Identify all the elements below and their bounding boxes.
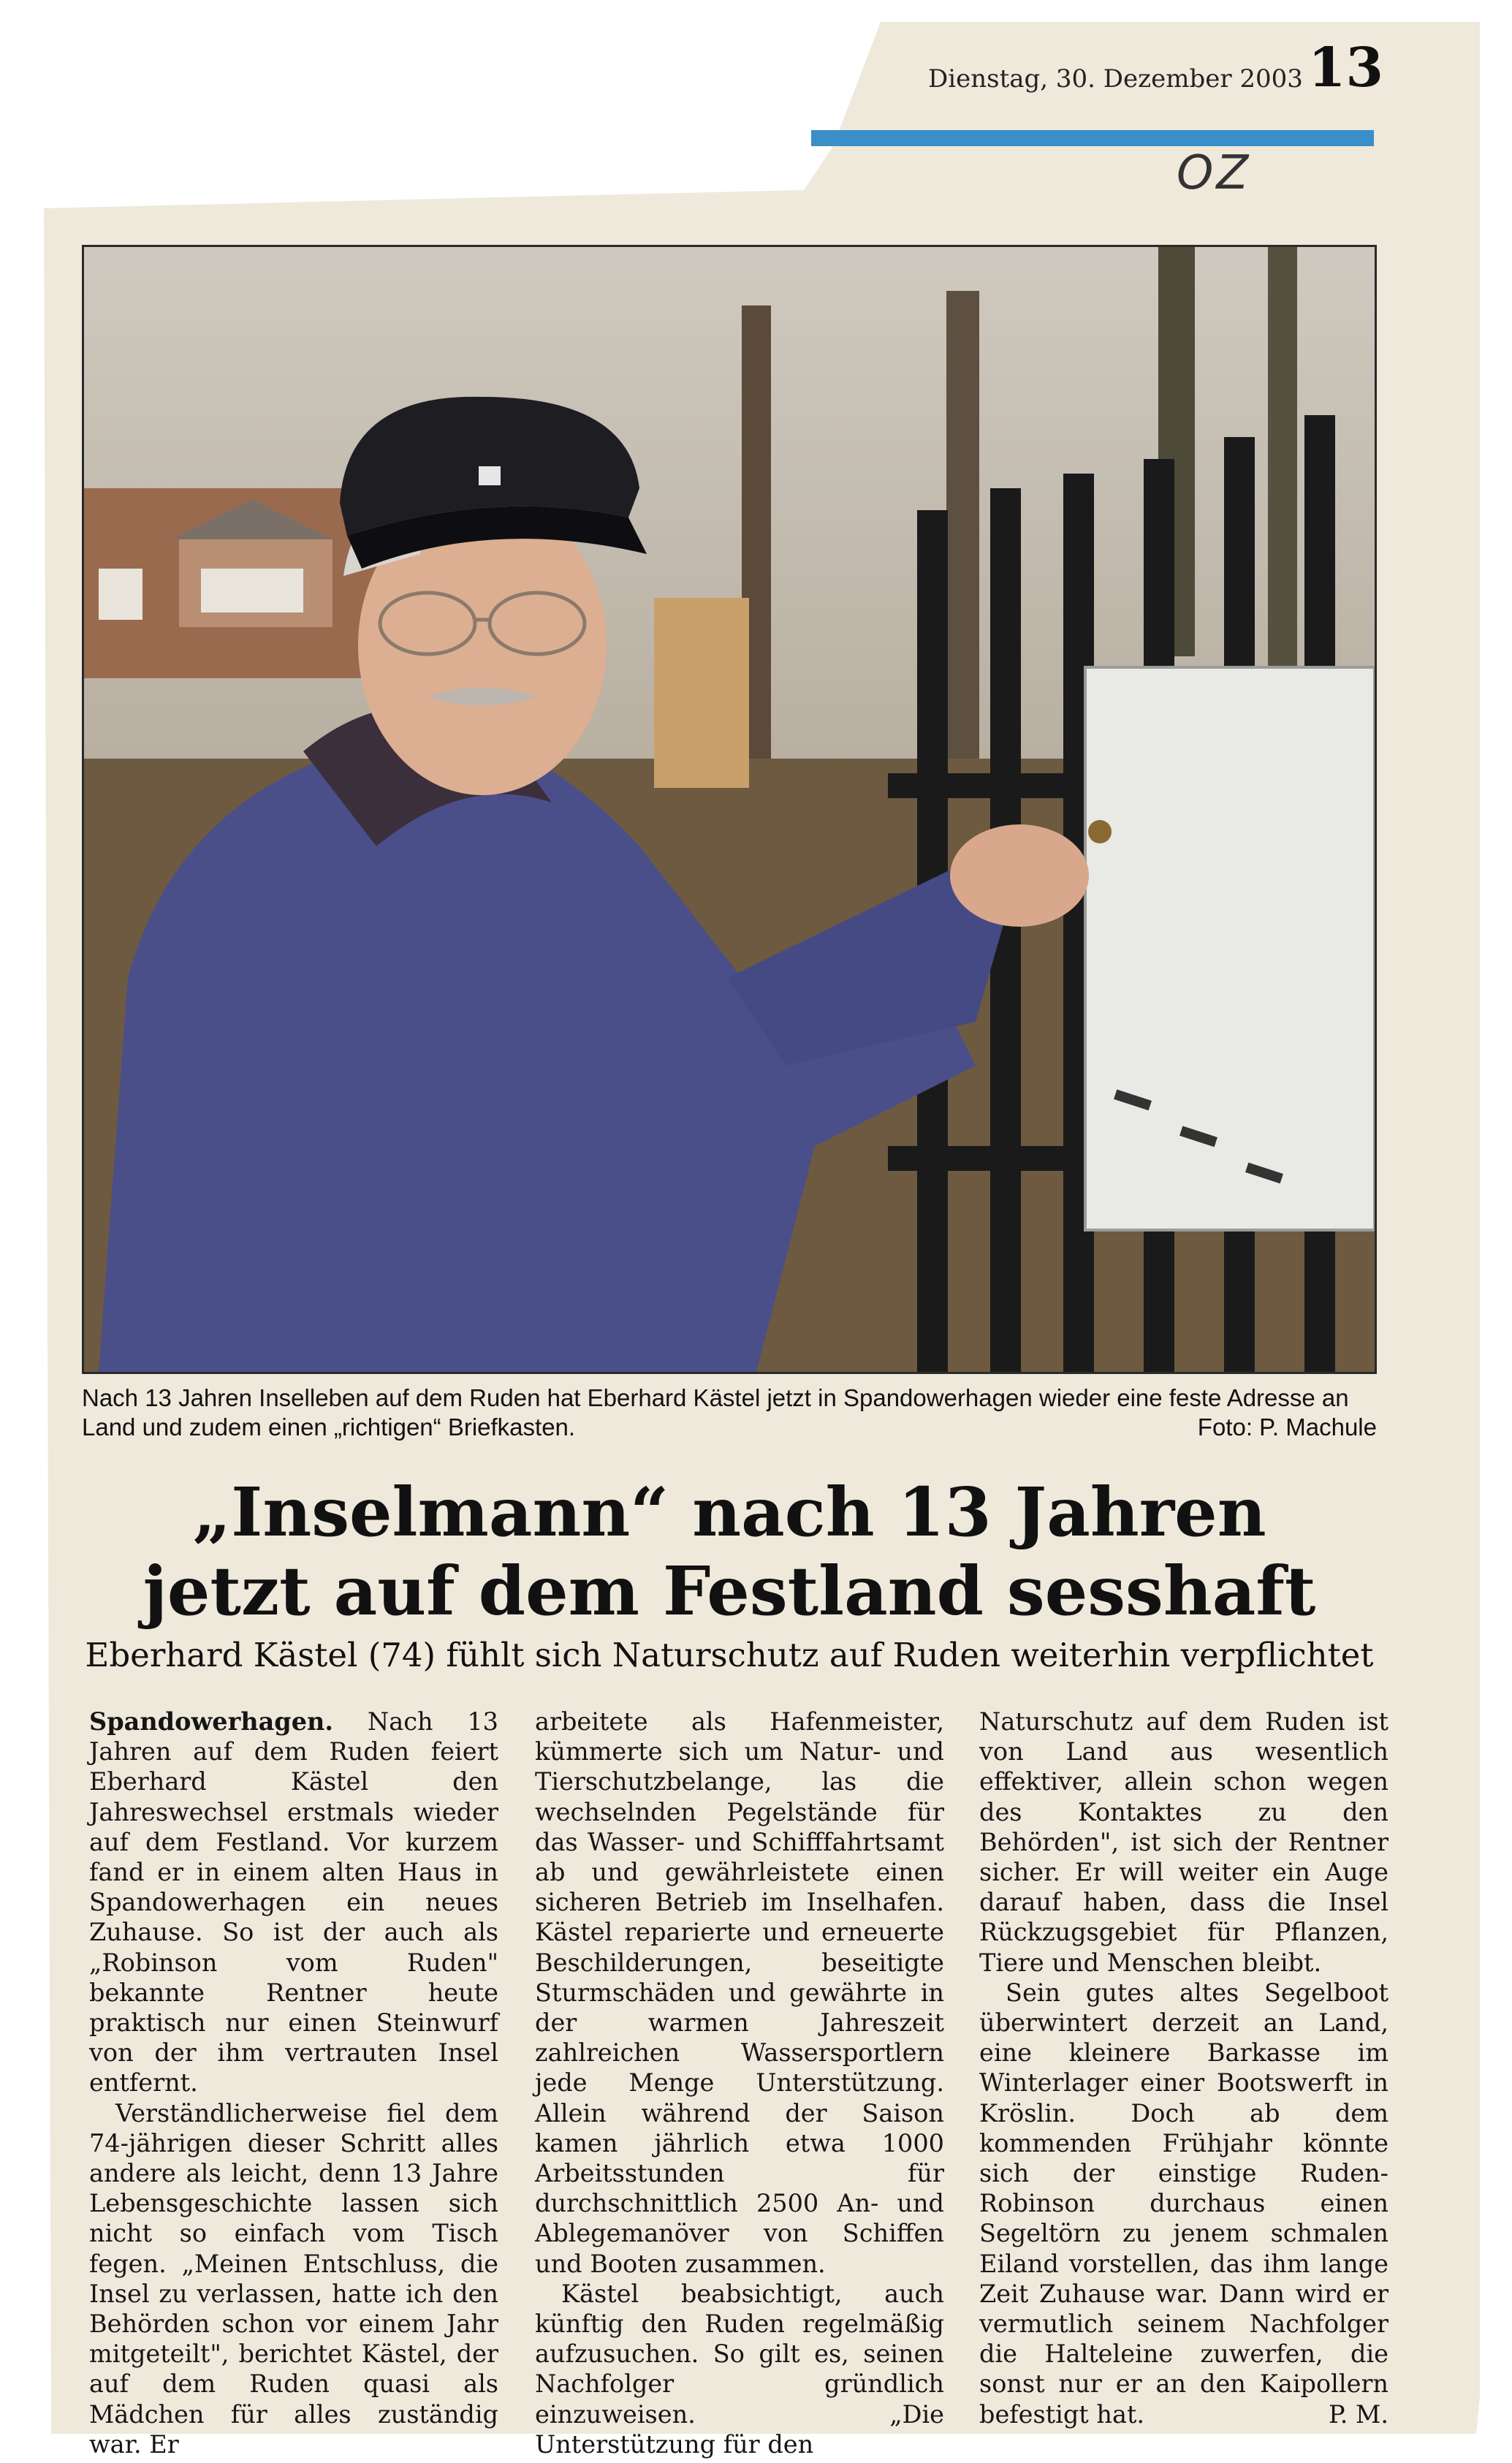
tree-trunk <box>946 291 979 802</box>
headline-line-1: „Inselmann“ nach 13 Jahren <box>192 1473 1266 1552</box>
mailbox <box>1085 667 1375 1230</box>
dateline: Spandowerhagen. <box>89 1707 334 1736</box>
paragraph-text: Nach 13 Jahren auf dem Ruden feiert Eberhard Kästel den Jahreswechsel erstmals wieder auf dem Festland. Vor kurzem fand er in einem alten Haus in Spandowerhagen ein neues Zuhause. So ist der auch als „Robinson vom Ruden" bekannte Rentner heute praktisch nur einen Steinwurf von der ihm vertrauten Insel entfernt. <box>89 1707 498 2098</box>
photo-caption-block <box>82 1384 1377 1442</box>
header-rule <box>811 130 1374 146</box>
photo-illustration <box>84 247 1375 1372</box>
article-column-2 <box>535 1707 944 2459</box>
paragraph: arbeitete als Hafenmeister, kümmerte sich um Natur- und Tierschutzbelange, las die wechselnden Pegelstände für das Wasser- und Schifffahrtsamt ab und gewährleistete einen sicheren Betrieb im Inselhafen. Kästel reparierte und erneuerte Beschilderungen, beseitigte Sturmschäden und gewährte in der warmen Jahreszeit zahlreichen Wassersportlern jede Menge Unterstützung. Allein während der Saison kamen jährlich etwa 1000 Arbeitsstunden für durchschnittlich 2500 An- und Ablegemanöver von Schiffen und Booten zusammen. <box>535 1707 944 2278</box>
paragraph <box>89 1707 498 2098</box>
headline <box>82 1473 1377 1631</box>
mailbox-key <box>1088 820 1112 843</box>
issue-date: Dienstag, 30. Dezember 2003 <box>928 64 1303 94</box>
wood-stack <box>654 598 749 788</box>
photo-credit: Foto: P. Machule <box>1197 1413 1377 1441</box>
page-number: 13 <box>1308 37 1383 99</box>
headline-line-2: jetzt auf dem Festland sesshaft <box>143 1552 1316 1631</box>
photo-caption: Nach 13 Jahren Inselleben auf dem Ruden hat Eberhard Kästel jetzt in Spandowerhagen wieder eine feste Adresse an Land und zudem einen „richtigen“ Briefkasten. <box>82 1384 1349 1441</box>
paragraph <box>979 1978 1388 2429</box>
subheadline: Eberhard Kästel (74) fühlt sich Naturschutz auf Ruden weiterhin verpflichtet <box>85 1636 1374 1674</box>
author-initials: P. M. <box>1329 2399 1388 2429</box>
handwritten-mark: OZ <box>1177 146 1252 200</box>
paragraph-text: Sein gutes altes Segelboot überwintert derzeit an Land, eine kleinere Barkasse im Winterlager einer Bootswerft in Kröslin. Doch ab dem kommenden Frühjahr könnte sich der einstige Ruden-Robinson durchaus einen Segeltörn zu jenem schmalen Eiland vorstellen, das ihm lange Zeit Zuhause war. Dann wird er vermutlich seinem Nachfolger die Halteleine zuwerfen, die sonst nur er an den Kaipollern befestigt hat. <box>979 1978 1388 2429</box>
article-column-3 <box>979 1707 1388 2429</box>
paragraph: Naturschutz auf dem Ruden ist von Land aus wesentlich effektiver, allein schon wegen des Kontaktes zu den Behörden", ist sich der Rentner sicher. Er will weiter ein Auge darauf haben, dass die Insel Rückzugsgebiet für Pflanzen, Tiere und Menschen bleibt. <box>979 1707 1388 1977</box>
man-hand <box>950 824 1089 927</box>
article-photo <box>82 245 1377 1374</box>
article-column-1 <box>89 1707 498 2459</box>
cap-badge <box>479 466 501 485</box>
paragraph: Kästel beabsichtigt, auch künftig den Ruden regelmäßig aufzusuchen. So gilt es, seinen Nachfolger gründlich einzuweisen. „Die Unterstützung für den <box>535 2279 944 2459</box>
window <box>201 569 303 612</box>
paragraph: Verständlicherweise fiel dem 74-jährigen dieser Schritt alles andere als leicht, denn 13 Jahre Lebensgeschichte lassen sich nicht so einfach vom Tisch fegen. „Meinen Entschluss, die Insel zu verlassen, hatte ich den Behörden schon vor einem Jahr mitgeteilt", berichtet Kästel, der auf dem Ruden quasi als Mädchen für alles zuständig war. Er <box>89 2098 498 2459</box>
tree-trunk <box>1268 247 1297 686</box>
window <box>99 569 143 620</box>
